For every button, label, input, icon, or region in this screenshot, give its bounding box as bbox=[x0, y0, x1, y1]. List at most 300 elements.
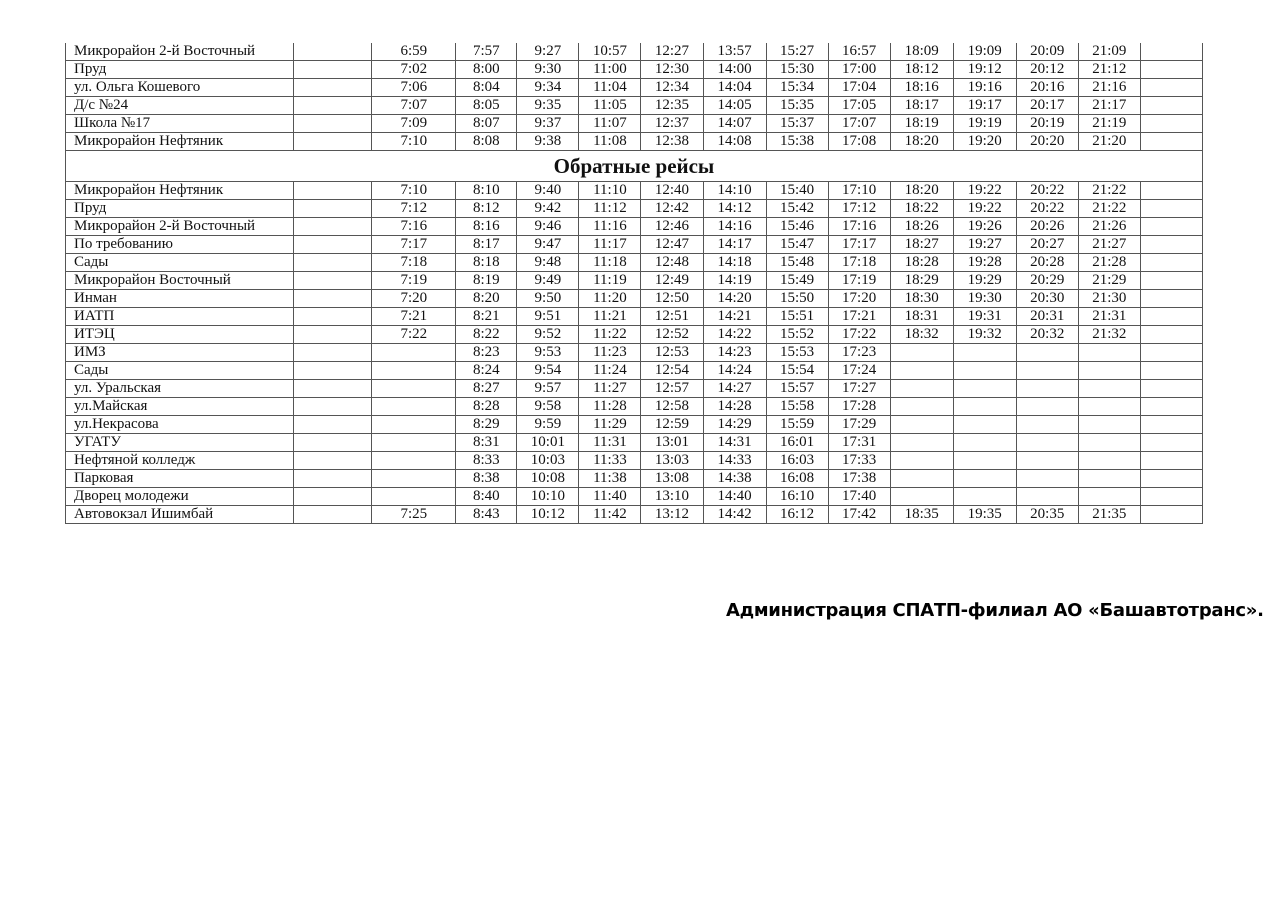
time-cell bbox=[1078, 434, 1140, 452]
stop-name-cell: ул. Ольга Кошевого bbox=[66, 79, 294, 97]
table-row bbox=[66, 236, 1203, 254]
time-cell: 17:31 bbox=[828, 434, 890, 452]
time-cell: 17:38 bbox=[828, 470, 890, 488]
blank-cell bbox=[294, 290, 372, 308]
time-cell bbox=[1078, 452, 1140, 470]
time-cell: 15:27 bbox=[766, 43, 828, 61]
stop-name-cell: Д/с №24 bbox=[66, 97, 294, 115]
time-cell: 14:18 bbox=[703, 254, 766, 272]
time-cell bbox=[1016, 434, 1078, 452]
time-cell: 15:47 bbox=[766, 236, 828, 254]
blank-cell bbox=[294, 97, 372, 115]
time-cell bbox=[372, 344, 456, 362]
time-cell: 19:19 bbox=[953, 115, 1016, 133]
stop-name-cell: Микрорайон 2-й Восточный bbox=[66, 218, 294, 236]
blank-cell bbox=[1140, 506, 1202, 524]
time-cell: 9:46 bbox=[517, 218, 579, 236]
blank-cell bbox=[1140, 398, 1202, 416]
time-cell: 8:00 bbox=[456, 61, 517, 79]
time-cell: 15:40 bbox=[766, 182, 828, 200]
time-cell: 17:04 bbox=[828, 79, 890, 97]
time-cell: 15:30 bbox=[766, 61, 828, 79]
time-cell: 7:07 bbox=[372, 97, 456, 115]
time-cell: 15:53 bbox=[766, 344, 828, 362]
time-cell: 16:01 bbox=[766, 434, 828, 452]
time-cell: 21:27 bbox=[1078, 236, 1140, 254]
time-cell: 19:30 bbox=[953, 290, 1016, 308]
time-cell: 13:08 bbox=[641, 470, 703, 488]
time-cell: 15:59 bbox=[766, 416, 828, 434]
stop-name-cell: УГАТУ bbox=[66, 434, 294, 452]
time-cell: 8:27 bbox=[456, 380, 517, 398]
time-cell: 17:05 bbox=[828, 97, 890, 115]
time-cell: 20:19 bbox=[1016, 115, 1078, 133]
time-cell: 18:32 bbox=[890, 326, 953, 344]
time-cell: 15:49 bbox=[766, 272, 828, 290]
blank-cell bbox=[1140, 488, 1202, 506]
table-row bbox=[66, 434, 1203, 452]
time-cell: 17:18 bbox=[828, 254, 890, 272]
blank-cell bbox=[294, 344, 372, 362]
table-row bbox=[66, 115, 1203, 133]
table-row bbox=[66, 200, 1203, 218]
time-cell: 11:00 bbox=[579, 61, 641, 79]
time-cell: 17:21 bbox=[828, 308, 890, 326]
time-cell: 13:03 bbox=[641, 452, 703, 470]
time-cell: 8:21 bbox=[456, 308, 517, 326]
time-cell: 8:12 bbox=[456, 200, 517, 218]
time-cell: 11:40 bbox=[579, 488, 641, 506]
blank-cell bbox=[294, 79, 372, 97]
blank-cell bbox=[294, 115, 372, 133]
time-cell: 19:09 bbox=[953, 43, 1016, 61]
time-cell: 11:42 bbox=[579, 506, 641, 524]
time-cell: 21:32 bbox=[1078, 326, 1140, 344]
time-cell: 11:08 bbox=[579, 133, 641, 151]
time-cell: 14:05 bbox=[703, 97, 766, 115]
time-cell: 15:58 bbox=[766, 398, 828, 416]
time-cell: 16:12 bbox=[766, 506, 828, 524]
time-cell: 8:24 bbox=[456, 362, 517, 380]
stop-name-cell: Школа №17 bbox=[66, 115, 294, 133]
time-cell bbox=[372, 416, 456, 434]
time-cell: 18:22 bbox=[890, 200, 953, 218]
time-cell: 21:22 bbox=[1078, 200, 1140, 218]
stop-name-cell: Сады bbox=[66, 362, 294, 380]
time-cell: 11:18 bbox=[579, 254, 641, 272]
table-row bbox=[66, 79, 1203, 97]
time-cell: 19:22 bbox=[953, 200, 1016, 218]
time-cell: 12:42 bbox=[641, 200, 703, 218]
time-cell: 13:10 bbox=[641, 488, 703, 506]
time-cell: 8:40 bbox=[456, 488, 517, 506]
time-cell: 21:16 bbox=[1078, 79, 1140, 97]
footer-note: Администрация СПАТП-филиал АО «Башавтотранс». bbox=[726, 600, 1264, 621]
blank-cell bbox=[294, 434, 372, 452]
time-cell: 9:27 bbox=[517, 43, 579, 61]
time-cell: 18:28 bbox=[890, 254, 953, 272]
blank-cell bbox=[294, 218, 372, 236]
blank-cell bbox=[294, 254, 372, 272]
blank-cell bbox=[1140, 218, 1202, 236]
time-cell: 21:22 bbox=[1078, 182, 1140, 200]
time-cell bbox=[372, 470, 456, 488]
time-cell bbox=[953, 344, 1016, 362]
time-cell: 16:03 bbox=[766, 452, 828, 470]
time-cell: 8:07 bbox=[456, 115, 517, 133]
time-cell: 11:20 bbox=[579, 290, 641, 308]
time-cell: 21:19 bbox=[1078, 115, 1140, 133]
time-cell: 9:38 bbox=[517, 133, 579, 151]
time-cell: 10:08 bbox=[517, 470, 579, 488]
time-cell bbox=[890, 416, 953, 434]
time-cell: 15:46 bbox=[766, 218, 828, 236]
schedule-body bbox=[66, 43, 1203, 524]
time-cell: 14:10 bbox=[703, 182, 766, 200]
time-cell: 7:57 bbox=[456, 43, 517, 61]
time-cell: 14:23 bbox=[703, 344, 766, 362]
stop-name-cell: По требованию bbox=[66, 236, 294, 254]
blank-cell bbox=[294, 452, 372, 470]
time-cell: 18:09 bbox=[890, 43, 953, 61]
table-row bbox=[66, 362, 1203, 380]
table-row bbox=[66, 43, 1203, 61]
time-cell: 8:23 bbox=[456, 344, 517, 362]
time-cell bbox=[890, 470, 953, 488]
time-cell: 8:38 bbox=[456, 470, 517, 488]
time-cell: 14:28 bbox=[703, 398, 766, 416]
time-cell: 19:17 bbox=[953, 97, 1016, 115]
table-row bbox=[66, 488, 1203, 506]
time-cell: 9:42 bbox=[517, 200, 579, 218]
time-cell: 8:18 bbox=[456, 254, 517, 272]
blank-cell bbox=[294, 61, 372, 79]
time-cell: 17:42 bbox=[828, 506, 890, 524]
time-cell: 11:10 bbox=[579, 182, 641, 200]
blank-cell bbox=[294, 488, 372, 506]
time-cell: 20:32 bbox=[1016, 326, 1078, 344]
time-cell: 15:42 bbox=[766, 200, 828, 218]
time-cell: 11:27 bbox=[579, 380, 641, 398]
time-cell: 18:20 bbox=[890, 182, 953, 200]
time-cell bbox=[953, 470, 1016, 488]
time-cell: 12:37 bbox=[641, 115, 703, 133]
time-cell: 21:29 bbox=[1078, 272, 1140, 290]
time-cell: 15:57 bbox=[766, 380, 828, 398]
section-title: Обратные рейсы bbox=[66, 151, 1203, 182]
time-cell: 12:51 bbox=[641, 308, 703, 326]
time-cell bbox=[372, 398, 456, 416]
time-cell: 21:35 bbox=[1078, 506, 1140, 524]
time-cell bbox=[1016, 380, 1078, 398]
time-cell: 8:31 bbox=[456, 434, 517, 452]
time-cell bbox=[1016, 344, 1078, 362]
time-cell bbox=[890, 398, 953, 416]
blank-cell bbox=[294, 236, 372, 254]
time-cell: 12:48 bbox=[641, 254, 703, 272]
time-cell bbox=[1078, 416, 1140, 434]
time-cell: 19:28 bbox=[953, 254, 1016, 272]
time-cell: 17:23 bbox=[828, 344, 890, 362]
time-cell: 18:26 bbox=[890, 218, 953, 236]
time-cell: 12:53 bbox=[641, 344, 703, 362]
time-cell: 7:20 bbox=[372, 290, 456, 308]
time-cell: 19:32 bbox=[953, 326, 1016, 344]
time-cell: 12:40 bbox=[641, 182, 703, 200]
time-cell: 13:12 bbox=[641, 506, 703, 524]
time-cell: 18:12 bbox=[890, 61, 953, 79]
time-cell: 18:16 bbox=[890, 79, 953, 97]
time-cell: 20:20 bbox=[1016, 133, 1078, 151]
time-cell: 11:07 bbox=[579, 115, 641, 133]
time-cell: 19:26 bbox=[953, 218, 1016, 236]
time-cell: 17:16 bbox=[828, 218, 890, 236]
time-cell: 7:12 bbox=[372, 200, 456, 218]
time-cell: 20:27 bbox=[1016, 236, 1078, 254]
time-cell: 9:53 bbox=[517, 344, 579, 362]
time-cell: 8:08 bbox=[456, 133, 517, 151]
time-cell bbox=[953, 434, 1016, 452]
time-cell: 15:38 bbox=[766, 133, 828, 151]
time-cell: 9:35 bbox=[517, 97, 579, 115]
blank-cell bbox=[1140, 362, 1202, 380]
table-row bbox=[66, 133, 1203, 151]
time-cell: 11:33 bbox=[579, 452, 641, 470]
time-cell: 8:33 bbox=[456, 452, 517, 470]
time-cell bbox=[1016, 452, 1078, 470]
time-cell: 9:49 bbox=[517, 272, 579, 290]
time-cell: 14:04 bbox=[703, 79, 766, 97]
time-cell: 21:17 bbox=[1078, 97, 1140, 115]
time-cell: 20:22 bbox=[1016, 200, 1078, 218]
time-cell: 8:04 bbox=[456, 79, 517, 97]
table-row bbox=[66, 326, 1203, 344]
blank-cell bbox=[1140, 272, 1202, 290]
time-cell: 9:40 bbox=[517, 182, 579, 200]
time-cell: 11:29 bbox=[579, 416, 641, 434]
table-row bbox=[66, 272, 1203, 290]
stop-name-cell: ул. Уральская bbox=[66, 380, 294, 398]
time-cell: 17:28 bbox=[828, 398, 890, 416]
time-cell: 9:54 bbox=[517, 362, 579, 380]
blank-cell bbox=[1140, 344, 1202, 362]
blank-cell bbox=[1140, 115, 1202, 133]
time-cell: 14:00 bbox=[703, 61, 766, 79]
time-cell: 14:16 bbox=[703, 218, 766, 236]
table-row bbox=[66, 61, 1203, 79]
time-cell: 11:23 bbox=[579, 344, 641, 362]
blank-cell bbox=[294, 398, 372, 416]
time-cell: 19:31 bbox=[953, 308, 1016, 326]
blank-cell bbox=[1140, 200, 1202, 218]
time-cell: 20:28 bbox=[1016, 254, 1078, 272]
time-cell: 20:31 bbox=[1016, 308, 1078, 326]
time-cell bbox=[372, 362, 456, 380]
time-cell: 17:12 bbox=[828, 200, 890, 218]
time-cell bbox=[1078, 362, 1140, 380]
time-cell bbox=[1078, 470, 1140, 488]
time-cell: 9:57 bbox=[517, 380, 579, 398]
time-cell bbox=[953, 416, 1016, 434]
time-cell: 8:28 bbox=[456, 398, 517, 416]
time-cell: 19:22 bbox=[953, 182, 1016, 200]
blank-cell bbox=[1140, 236, 1202, 254]
time-cell bbox=[953, 488, 1016, 506]
time-cell: 12:35 bbox=[641, 97, 703, 115]
time-cell: 11:17 bbox=[579, 236, 641, 254]
blank-cell bbox=[1140, 290, 1202, 308]
time-cell: 21:31 bbox=[1078, 308, 1140, 326]
time-cell: 18:20 bbox=[890, 133, 953, 151]
time-cell: 18:27 bbox=[890, 236, 953, 254]
stop-name-cell: Микрорайон Нефтяник bbox=[66, 182, 294, 200]
time-cell bbox=[1016, 488, 1078, 506]
time-cell: 18:29 bbox=[890, 272, 953, 290]
section-header-row bbox=[66, 151, 1203, 182]
time-cell: 19:35 bbox=[953, 506, 1016, 524]
time-cell: 21:26 bbox=[1078, 218, 1140, 236]
time-cell: 18:17 bbox=[890, 97, 953, 115]
time-cell: 14:22 bbox=[703, 326, 766, 344]
time-cell: 18:31 bbox=[890, 308, 953, 326]
time-cell: 10:57 bbox=[579, 43, 641, 61]
time-cell bbox=[372, 452, 456, 470]
time-cell bbox=[372, 434, 456, 452]
table-row bbox=[66, 506, 1203, 524]
time-cell bbox=[1016, 416, 1078, 434]
time-cell: 17:17 bbox=[828, 236, 890, 254]
table-row bbox=[66, 308, 1203, 326]
table-row bbox=[66, 218, 1203, 236]
time-cell: 15:50 bbox=[766, 290, 828, 308]
blank-cell bbox=[294, 416, 372, 434]
time-cell: 13:57 bbox=[703, 43, 766, 61]
time-cell: 14:40 bbox=[703, 488, 766, 506]
time-cell: 20:30 bbox=[1016, 290, 1078, 308]
time-cell: 17:19 bbox=[828, 272, 890, 290]
time-cell: 11:19 bbox=[579, 272, 641, 290]
time-cell: 12:49 bbox=[641, 272, 703, 290]
table-row bbox=[66, 344, 1203, 362]
blank-cell bbox=[294, 272, 372, 290]
time-cell: 21:20 bbox=[1078, 133, 1140, 151]
stop-name-cell: Пруд bbox=[66, 61, 294, 79]
time-cell: 12:58 bbox=[641, 398, 703, 416]
blank-cell bbox=[1140, 43, 1202, 61]
blank-cell bbox=[294, 362, 372, 380]
time-cell bbox=[890, 488, 953, 506]
time-cell: 7:18 bbox=[372, 254, 456, 272]
time-cell bbox=[1016, 398, 1078, 416]
time-cell: 15:48 bbox=[766, 254, 828, 272]
time-cell: 12:59 bbox=[641, 416, 703, 434]
time-cell: 20:12 bbox=[1016, 61, 1078, 79]
time-cell: 14:08 bbox=[703, 133, 766, 151]
time-cell: 20:22 bbox=[1016, 182, 1078, 200]
time-cell bbox=[953, 452, 1016, 470]
time-cell bbox=[890, 452, 953, 470]
time-cell: 9:48 bbox=[517, 254, 579, 272]
stop-name-cell: Автовокзал Ишимбай bbox=[66, 506, 294, 524]
time-cell bbox=[890, 362, 953, 380]
time-cell: 8:29 bbox=[456, 416, 517, 434]
time-cell: 9:51 bbox=[517, 308, 579, 326]
time-cell: 8:17 bbox=[456, 236, 517, 254]
time-cell: 15:34 bbox=[766, 79, 828, 97]
time-cell: 7:21 bbox=[372, 308, 456, 326]
blank-cell bbox=[294, 200, 372, 218]
time-cell: 16:08 bbox=[766, 470, 828, 488]
time-cell: 9:52 bbox=[517, 326, 579, 344]
time-cell: 17:40 bbox=[828, 488, 890, 506]
time-cell bbox=[372, 488, 456, 506]
time-cell: 8:43 bbox=[456, 506, 517, 524]
time-cell bbox=[890, 344, 953, 362]
time-cell: 11:05 bbox=[579, 97, 641, 115]
time-cell: 14:29 bbox=[703, 416, 766, 434]
time-cell: 12:47 bbox=[641, 236, 703, 254]
time-cell: 7:16 bbox=[372, 218, 456, 236]
table-row bbox=[66, 254, 1203, 272]
stop-name-cell: Сады bbox=[66, 254, 294, 272]
blank-cell bbox=[294, 470, 372, 488]
time-cell: 8:20 bbox=[456, 290, 517, 308]
time-cell: 18:19 bbox=[890, 115, 953, 133]
time-cell: 20:09 bbox=[1016, 43, 1078, 61]
time-cell: 8:10 bbox=[456, 182, 517, 200]
stop-name-cell: ул.Некрасова bbox=[66, 416, 294, 434]
time-cell: 7:25 bbox=[372, 506, 456, 524]
time-cell: 21:12 bbox=[1078, 61, 1140, 79]
time-cell: 15:35 bbox=[766, 97, 828, 115]
time-cell bbox=[953, 362, 1016, 380]
time-cell: 20:17 bbox=[1016, 97, 1078, 115]
time-cell: 18:35 bbox=[890, 506, 953, 524]
stop-name-cell: Пруд bbox=[66, 200, 294, 218]
blank-cell bbox=[1140, 182, 1202, 200]
stop-name-cell: ул.Майская bbox=[66, 398, 294, 416]
blank-cell bbox=[294, 182, 372, 200]
blank-cell bbox=[1140, 380, 1202, 398]
time-cell: 12:57 bbox=[641, 380, 703, 398]
time-cell: 14:07 bbox=[703, 115, 766, 133]
time-cell: 21:28 bbox=[1078, 254, 1140, 272]
time-cell: 12:34 bbox=[641, 79, 703, 97]
time-cell: 14:27 bbox=[703, 380, 766, 398]
time-cell: 11:04 bbox=[579, 79, 641, 97]
time-cell bbox=[1016, 470, 1078, 488]
time-cell: 10:01 bbox=[517, 434, 579, 452]
time-cell: 17:00 bbox=[828, 61, 890, 79]
time-cell: 14:17 bbox=[703, 236, 766, 254]
time-cell: 9:34 bbox=[517, 79, 579, 97]
time-cell: 8:05 bbox=[456, 97, 517, 115]
time-cell: 20:16 bbox=[1016, 79, 1078, 97]
time-cell: 7:22 bbox=[372, 326, 456, 344]
time-cell: 8:19 bbox=[456, 272, 517, 290]
time-cell: 11:22 bbox=[579, 326, 641, 344]
time-cell: 14:31 bbox=[703, 434, 766, 452]
time-cell: 7:09 bbox=[372, 115, 456, 133]
time-cell: 19:27 bbox=[953, 236, 1016, 254]
table-row bbox=[66, 416, 1203, 434]
blank-cell bbox=[294, 133, 372, 151]
time-cell: 12:38 bbox=[641, 133, 703, 151]
time-cell: 11:38 bbox=[579, 470, 641, 488]
time-cell: 18:30 bbox=[890, 290, 953, 308]
stop-name-cell: Микрорайон 2-й Восточный bbox=[66, 43, 294, 61]
time-cell: 15:52 bbox=[766, 326, 828, 344]
